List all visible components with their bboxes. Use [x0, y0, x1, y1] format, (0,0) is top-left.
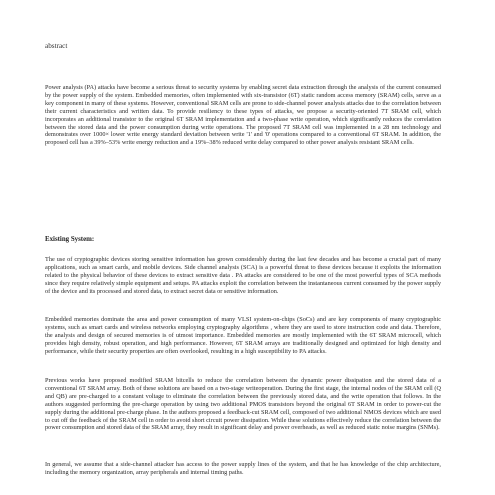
abstract-label: abstract: [45, 42, 68, 50]
document-page: [45, 0, 441, 495]
body-paragraph-3: Previous works have proposed modified SRAM bitcells to reduce the correlation between the dynamic power dissipation and the stored data of a conventional 6T SRAM array. Both of these solutions are based on a two-stage writeoperation. During the first stage, the internal nodes of the SRAM cell (Q and QB) are pre-charged to a constant voltage to eliminate the correlation between the previously stored data, and the write operation that follows. In the authors suggested performing the pre-charge operation by using two additional PMOS transistors beyond the original 6T SRAM in order to power-cut the supply during the additional pre-charge phase. In the authors proposed a feedback-cut SRAM cell, composed of two additional NMOS devices which are used to cut off the feedback of the SRAM cell in order to avoid short circuit power dissipation. While these solutions effectively reduce the correlation between the power consumption and stored data of the SRAM array, they result in significant delay and power overheads, as well as reduced static noise margins (SNMs).: [45, 377, 441, 432]
body-paragraph-2: Embedded memories dominate the area and power consumption of many VLSI system-on-chips (SoCs) and are key components of many cryptographic systems, such as smart cards and wireless networks employing cryptography algorithms , where they are used to store instruction code and data. Therefore, the analysis and design of secured memories is of utmost importance. Embedded memories are mostly implemented with the 6T SRAM microcell, which provides high density, robust operation, and high performance. However, 6T SRAM arrays are traditionally designed and optimized for high density and performance, while their security properties are often overlooked, resulting in a high susceptibility to PA attacks.: [45, 316, 441, 355]
section-heading: Existing System:: [45, 236, 95, 243]
body-paragraph-1: The use of cryptographic devices storing sensitive information has grown considerably during the last few decades and has become a crucial part of many applications, such as smart cards, and mobile devices. Side channel analysis (SCA) is a powerful threat to these devices because it exploits the information related to the physical behavior of these devices to extract sensitive data . PA attacks are considered to be one of the most powerful types of SCA methods since they require relatively simple equipment and setups. PA attacks exploit the correlation between the instantaneous current consumed by the power supply of the device and its processed and stored data, to extract secret data or sensitive information.: [45, 256, 441, 295]
body-paragraph-4: In general, we assume that a side-channel attacker has access to the power supply lines of the system, and that he has knowledge of the chip architecture, including the memory organization, array peripherals and internal timing paths.: [45, 461, 441, 476]
abstract-paragraph: Power analysis (PA) attacks have become a serious threat to security systems by enabling secret data extraction through the analysis of the current consumed by the power supply of the system. Embedded memories, often implemented with six-transistor (6T) static random access memory (SRAM) cells, serve as a key component in many of these systems. However, conventional SRAM cells are prone to side-channel power analysis attacks due to the correlation between their current characteristics and written data. To provide resiliency to these types of attacks, we propose a security-oriented 7T SRAM cell, which incorporates an additional transistor to the original 6T SRAM implementation and a two-phase write operation, which significantly reduces the correlation between the stored data and the power consumption during write operations. The proposed 7T SRAM cell was implemented in a 28 nm technology and demonstrates over 1000× lower write energy standard deviation between write '1' and '0' operations compared to a conventional 6T SRAM. In addition, the proposed cell has a 39%–53% write energy reduction and a 19%–38% reduced write delay compared to other power analysis resistant SRAM cells.: [45, 84, 441, 147]
